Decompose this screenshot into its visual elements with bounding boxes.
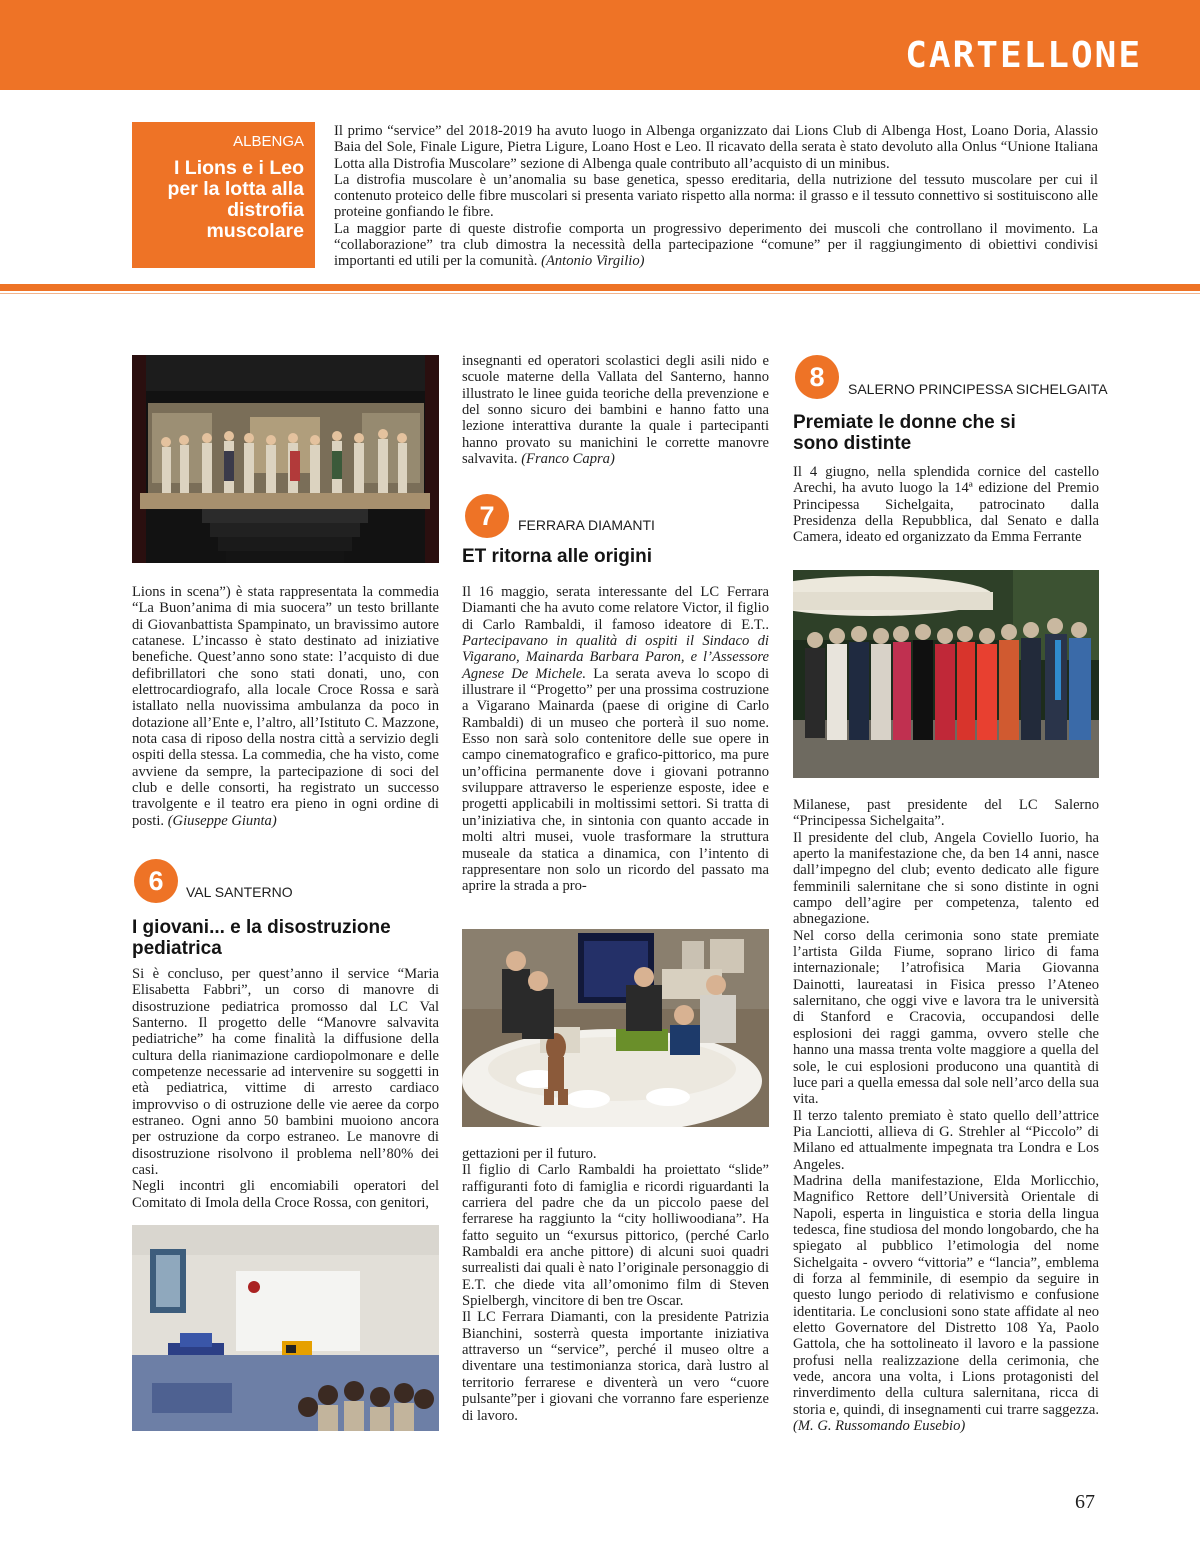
intro-paragraph: Il primo “service” del 2018-2019 ha avuto luogo in Albenga organizzato dai Lions Club di Albenga Host, Loano Doria, Alassio Baia del Sole, Finale Ligure, Pietra Ligure, Loano Host e Leo. Il ricavato della serata è stato devoluto alla Onlus “Unione Italiana Lotta alla Distrofia Muscolare” sezione di Albenga quale contributo all’acquisto di un minibus. <box>334 123 1098 172</box>
article-8-text <box>793 464 1099 546</box>
intro-paragraph <box>334 221 1098 270</box>
article-paragraph <box>462 353 769 467</box>
intro-paragraph: La distrofia muscolare è un’anomalia su base genetica, spesso ereditaria, della nutrizione del tessuto muscolare per cui il contenuto proteico delle fibre muscolari si presenta variato rispetto alla norma: il grasso e il tessuto connettivo si sostituiscono alle proteine gonfiando le fibre. <box>334 171 1098 221</box>
article-title: Premiate le donne che si sono distinte <box>793 412 1016 454</box>
article-paragraph: Il LC Ferrara Diamanti, con la presidente Patrizia Bianchini, sosterrà questa importante iniziativa attraverso un “service”, perché il museo oltre a diventare una testimonianza storica, darà lustro al territorio ferrarese e diventerà un vero “cuore pulsante”per i giovani che vorranno fare esperienze di lavoro. <box>462 1309 769 1424</box>
theatre-article-text <box>132 584 439 829</box>
article-paragraph <box>462 584 769 895</box>
article-7-continued <box>462 1146 769 1424</box>
article-7-text <box>462 584 769 895</box>
article-title: I giovani... e la disostruzione pediatrica <box>132 917 391 959</box>
article-8-closing-text: Madrina della manifestazione, Elda Morlicchio, Magnifico Rettore dell’Università Orientale di Napoli, esperta in linguistica e storia della lingua tedesca, fine studiosa del mondo longobardo, che ha spiegato al pubblico l’etimologia del nome Sichelgaita - ovvero “vittoria” e “lancia”, emblema di forza al femminile, di esempio da seguire in questo lungo periodo di relativismo e confusione identitaria. Le conclusioni sono state affidate al neo eletto Governatore del Distretto 108 Ya, Paolo Gattola, che ha sottolineato il lavoro e la passione profusi nella realizzazione della cerimonia, che vede, ancora una volta, i Lions protagonisti del rinverdimento della cultura salernitana, ricca di storia e, quindi, di insegnamenti cui trarre saggezza. <box>793 1172 1099 1418</box>
intro-headline-box <box>132 122 315 268</box>
section-title: CARTELLONE <box>905 35 1142 76</box>
article-club-name: FERRARA DIAMANTI <box>518 517 655 533</box>
article-paragraph: Negli incontri gli encomiabili operatori del Comitato di Imola della Croce Rossa, con genitori, <box>132 1178 439 1211</box>
theatre-paragraph <box>132 584 439 829</box>
article-paragraph: Il 4 giugno, nella splendida cornice del castello Arechi, ha avuto luogo la 14ª edizione del Premio Principessa Sichelgaita, patrocinato dalla Presidenza della Repubblica, dal Senato e dalla Camera, ideato ed organizzato da Emma Ferrante <box>793 464 1099 546</box>
article-number-badge-7: 7 <box>465 494 509 538</box>
article-8-author: (M. G. Russomando Eusebio) <box>793 1418 966 1435</box>
section-divider <box>0 284 1200 291</box>
article-paragraph: Si è concluso, per quest’anno il service “Maria Elisabetta Fabbri”, un corso di manovre di disostruzione pediatrica promosso dal LC Val Santerno. Il progetto delle “Manovre salvavita pediatriche” ha come finalità la diffusione della cultura della rianimazione cardiopolmonare e delle competenze necessarie ad intervenire su soggetti in età pediatrica, vittime di arresto cardiaco improvviso o di ostruzione delle vie aeree da corpo estraneo. Ogni anno 50 bambini muoiono ancora per ostruzione da corpo estraneo. Le manovre di disostruzione risolvono il problema nell’80% dei casi. <box>132 966 439 1179</box>
intro-author: (Antonio Virgilio) <box>541 253 645 270</box>
section-divider-thin <box>0 293 1200 294</box>
first-aid-course-photo <box>132 1225 439 1431</box>
article-paragraph <box>793 1173 1099 1435</box>
article-club-name: SALERNO PRINCIPESSA SICHELGAITA <box>848 381 1108 397</box>
intro-location: ALBENGA <box>233 133 304 150</box>
intro-article-text <box>334 123 1098 270</box>
theatre-stage-photo <box>132 355 439 563</box>
article-7-guests: Partecipavano in qualità di ospiti il Sindaco di Vigarano, Mainarda Barbara Paron, e l’Assessore Agnese De Michele. <box>462 633 769 682</box>
article-paragraph: gettazioni per il futuro. <box>462 1146 597 1162</box>
dinner-et-photo <box>462 929 769 1127</box>
article-paragraph: Il figlio di Carlo Rambaldi ha proiettato “slide” raffiguranti foto di famiglia e ricordi riguardanti la carriera del padre che da un piccolo paese del ferrarese ha raggiunto la “city holliwoodiana”. Ha fatto seguito un “exursus pittorico, (perché Carlo Rambaldi era anche pittore) di alcuni suoi quadri surrealisti dai quali è nato l’originale personaggio di E.T. che diede vita all’omonimo film di Steven Spielbergh, vincitore di ben tre Oscar. <box>462 1162 769 1310</box>
article-paragraph: Il terzo talento premiato è stato quello dell’attrice Pia Lanciotti, allieva di G. Strehler al “Piccolo” di Milano ed attualmente impegnata tra Londra e Los Angeles. <box>793 1107 1099 1173</box>
article-title: ET ritorna alle origini <box>462 546 653 567</box>
article-club-name: VAL SANTERNO <box>186 884 293 900</box>
article-7-text-a: Il 16 maggio, serata interessante del LC Ferrara Diamanti che ha avuto come relatore Victor, il figlio di Carlo Rambaldi, il famoso ideatore di E.T.. <box>462 584 769 633</box>
article-paragraph: Nel corso della cerimonia sono state premiate l’artista Gilda Fiume, soprano lirico di fama internazionale; l’atrofisica Maria Giovanna Dainotti, laureatasi in Fisica presso l’Ateneo salernitano, che oggi vive e lavora tra le università di Stanford e Cracovia, occupandosi delle esplosioni dei raggi gamma, ovvero stelle che hanno una massa trenta volte maggiore a quella del sole, le cui esplosioni producono una quantità di luce pari a quella emessa dal sole nell’arco della sua vita. <box>793 927 1099 1108</box>
intro-paragraph-text: La maggior parte di queste distrofie comporta un progressivo deperimento dei muscoli che controllano il movimento. La “collaborazione” tra club dimostra la necessità della partecipazione “comune” per il raggiungimento di obiettivi condivisi importanti ed utili per la comunità. <box>334 220 1098 270</box>
article-6-continued-text: insegnanti ed operatori scolastici degli asili nido e scuole materne della Vallata del Santerno, hanno illustrato le linee guida teoriche della prevenzione e del sonno sicuro dei bambini e hanno fatto una lezione interattiva durante la quale i partecipanti hanno provato su manichini le corrette manovre salvavita. <box>462 353 769 468</box>
intro-title: I Lions e i Leo per la lotta alla distrofia muscolare <box>167 157 304 242</box>
article-6-author: (Franco Capra) <box>521 451 615 468</box>
page-number: 67 <box>1075 1491 1095 1513</box>
theatre-paragraph-text: Lions in scena”) è stata rappresentata la commedia “La Buon’anima di mia suocera” un testo brillante di Giovanbattista Spampinato, un bravissimo autore catanese. L’incasso è stato destinato ad iniziative benefiche. Quest’anno sono state: l’acquisto di due defibrillatori che sono stati donati, uno, con elettrocardiografo, alla locale Croce Rossa e sarà istallato nella nuovissima ambulanza da poco in dotazione all’Ente e, l’altro, all’Istituto C. Mazzone, nota casa di riposo della nostra città a servizio degli ospiti della stessa. La commedia, che ha visto, come avviene da sempre, la partecipazione di soci del club e delle consorti, ha registrato un successo travolgente e il teatro era pieno in ogni ordine di posti. <box>132 584 439 829</box>
article-paragraph: Milanese, past presidente del LC Salerno “Principessa Sichelgaita”. <box>793 797 1099 830</box>
theatre-author: (Giuseppe Giunta) <box>167 812 277 829</box>
article-6-continued <box>462 353 769 467</box>
article-6-text <box>132 966 439 1211</box>
article-8-continued <box>793 797 1099 1434</box>
article-paragraph: Il presidente del club, Angela Coviello Iuorio, ha aperto la manifestazione che, da ben 14 anni, nasce dall’impegno del club; evento dedicato alle figure femminili salernitane che si sono distinte in ogni campo dell’agire per competenza, talento ed abnegazione. <box>793 829 1099 928</box>
article-number-badge-8: 8 <box>795 355 839 399</box>
award-ceremony-group-photo <box>793 570 1099 778</box>
article-7-text-b: La serata aveva lo scopo di illustrare il “Progetto” per una prossima costruzione a Vigarano Mainarda (paese di origine di Carlo Rambaldi) di un museo che porterà il suo nome. Esso non sarà solo contenitore delle sue opere in campo cinematografico e grafico-pittorico, ma pure un’officina permanente dove i giovani potranno sviluppare attraverso le esperienze esposte, idee e progetti applicabili in moltissimi settori. Si tratta di un’iniziativa che, in sintonia con quanto accade in molti altri musei, vuole trasformare la struttura museale da statica a dinamica, con l’intento di rappresentare non solo un ricordo del passato ma aprire la strada a pro- <box>462 665 769 895</box>
article-number-badge-6: 6 <box>134 859 178 903</box>
